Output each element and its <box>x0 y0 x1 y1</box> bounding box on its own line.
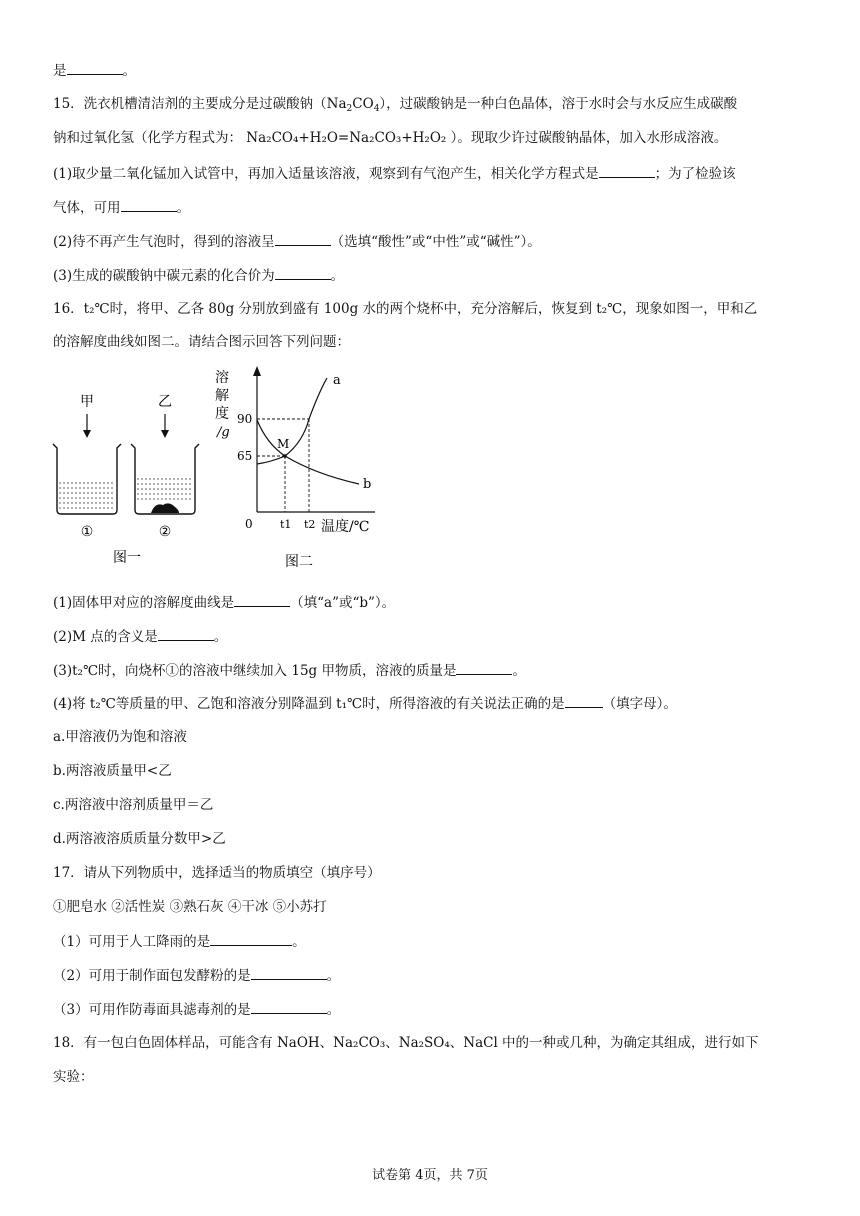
text: （填字母）。 <box>602 696 677 712</box>
beaker-1-arrowhead <box>83 430 91 438</box>
text: （3）可用作防毒面具滤毒剂的是 <box>53 1002 251 1018</box>
text: a.甲溶液仍为饱和溶液 <box>53 729 187 745</box>
beaker-2-label: 乙 <box>158 394 172 410</box>
text: b.两溶液质量甲<乙 <box>53 763 172 779</box>
beaker-2-arrowhead <box>161 430 169 438</box>
curve-b-label: b <box>363 477 372 492</box>
text: (1)取少量二氧化锰加入试管中，再加入适量该溶液，观察到有气泡产生，相关化学方程式是 <box>53 166 599 182</box>
text: 17．请从下列物质中，选择适当的物质填空（填序号） <box>53 865 381 881</box>
text: ），过碳酸钠是一种白色晶体，溶于水时会与水反应生成碳酸 <box>379 96 738 112</box>
question-15-part3 <box>53 265 344 286</box>
text: 的溶解度曲线如图二。请结合图示回答下列问题： <box>53 334 350 350</box>
question-15-line2 <box>53 128 727 148</box>
answer-blank[interactable] <box>251 999 327 1014</box>
curve-a-label: a <box>333 373 341 388</box>
text: 。 <box>326 968 341 984</box>
answer-line-prev <box>53 60 136 81</box>
text: （选填“酸性”或“中性”或“碱性”）。 <box>330 234 541 250</box>
point-m <box>283 454 287 458</box>
figure-1 <box>53 394 199 566</box>
question-16-line1 <box>53 299 757 319</box>
y-axis-label-char: 解 <box>215 388 229 404</box>
question-17-part1 <box>53 931 306 952</box>
text: 。 <box>292 934 306 950</box>
beaker-2-number: ② <box>158 524 172 540</box>
text: (2)待不再产生气泡时，得到的溶液呈 <box>53 234 275 250</box>
text: 。 <box>213 629 228 645</box>
y-axis-arrowhead <box>253 366 261 376</box>
question-17-part3 <box>53 999 340 1020</box>
text: 实验： <box>53 1069 94 1085</box>
text: （填“a”或“b”）。 <box>290 595 396 611</box>
point-m-label: M <box>277 437 290 451</box>
figure-2-caption: 图二 <box>285 554 313 570</box>
question-15-part1 <box>53 163 736 184</box>
beaker-2-undissolved-solid <box>151 503 179 513</box>
answer-blank[interactable] <box>121 197 177 212</box>
subscript: 2 <box>346 104 353 114</box>
text: 。 <box>122 63 136 79</box>
y-tick-90: 90 <box>237 412 253 426</box>
question-15-part1-cont <box>53 197 190 218</box>
answer-blank[interactable] <box>275 265 331 280</box>
curve-b <box>257 420 359 484</box>
option-a <box>53 727 187 747</box>
question-15-part2 <box>53 231 541 252</box>
text: （1）可用于人工降雨的是 <box>53 934 211 950</box>
text: d.两溶液溶质质量分数甲>乙 <box>53 831 226 847</box>
text: 。 <box>176 200 190 216</box>
answer-blank[interactable] <box>456 660 512 675</box>
question-17-items <box>53 897 327 917</box>
beaker-1 <box>53 444 121 514</box>
figure-2 <box>215 366 375 570</box>
answer-blank[interactable] <box>234 592 290 607</box>
question-17 <box>53 863 381 883</box>
beaker-1-label: 甲 <box>80 394 94 410</box>
text: (4)将 t₂℃等质量的甲、乙饱和溶液分别降温到 t₁℃时，所得溶液的有关说法正确的是 <box>53 696 565 712</box>
question-16-part4 <box>53 693 677 714</box>
text: (1)固体甲对应的溶解度曲线是 <box>53 595 235 611</box>
figure-1-caption: 图一 <box>113 550 141 566</box>
subscript: 4 <box>373 104 380 114</box>
text: ①肥皂水 ②活性炭 ③熟石灰 ④干冰 ⑤小苏打 <box>53 899 327 915</box>
text: ；为了检验该 <box>654 166 736 182</box>
curve-a <box>257 378 327 464</box>
x-tick-t1: t1 <box>280 518 292 531</box>
answer-blank[interactable] <box>210 931 292 946</box>
text: 是 <box>53 63 67 79</box>
answer-blank[interactable] <box>565 693 603 708</box>
question-15-line1 <box>53 94 737 114</box>
text: （2）可用于制作面包发酵粉的是 <box>53 968 251 984</box>
answer-blank[interactable] <box>67 60 123 75</box>
answer-blank[interactable] <box>251 965 327 980</box>
question-18-line1 <box>53 1033 759 1053</box>
text: 钠和过氧化氢（化学方程式为： Na₂CO₄+H₂O=Na₂CO₃+H₂O₂ ）。现取少许过碳酸钠晶体，加入水形成溶液。 <box>53 130 728 146</box>
x-tick-t2: t2 <box>304 518 316 531</box>
answer-blank[interactable] <box>158 626 214 641</box>
text: (3)t₂℃时，向烧杯①的溶液中继续加入 15g 甲物质，溶液的质量是 <box>53 663 457 679</box>
question-17-part2 <box>53 965 340 986</box>
beaker-2-solution <box>137 479 193 499</box>
question-16-part3 <box>53 660 526 681</box>
y-axis-label-char: 溶 <box>215 370 229 386</box>
beaker-1-solution <box>59 483 115 508</box>
option-c <box>53 795 213 815</box>
text: c.两溶液中溶剂质量甲＝乙 <box>53 797 214 813</box>
origin-label: 0 <box>245 517 253 531</box>
text: 。 <box>330 268 345 284</box>
y-tick-65: 65 <box>237 449 253 463</box>
figure-group <box>45 362 375 582</box>
text: CO <box>352 96 374 112</box>
text: (3)生成的碳酸钠中碳元素的化合价为 <box>53 268 275 284</box>
option-b <box>53 761 172 781</box>
text: 气体，可用 <box>53 200 121 216</box>
text: 。 <box>512 663 526 679</box>
x-axis-label: 温度/℃ <box>321 519 370 535</box>
text: 15．洗衣机槽清洁剂的主要成分是过碳酸钠（Na <box>53 96 347 112</box>
y-axis-label-char: 度 <box>215 406 229 422</box>
option-d <box>53 829 226 849</box>
text: 18．有一包白色固体样品，可能含有 NaOH、Na₂CO₃、Na₂SO₄、NaCl 中的一种或几种，为确定其组成，进行如下 <box>53 1035 759 1051</box>
text: 。 <box>326 1002 341 1018</box>
page-footer: 试卷第 4页，共 7页 <box>372 1168 488 1183</box>
question-16-line2 <box>53 332 350 352</box>
answer-blank[interactable] <box>599 163 655 178</box>
question-16-part1 <box>53 592 395 613</box>
text: (2)M 点的含义是 <box>53 629 158 645</box>
answer-blank[interactable] <box>275 231 331 246</box>
question-18-line2 <box>53 1067 94 1087</box>
beaker-1-number: ① <box>80 524 94 540</box>
question-16-part2 <box>53 626 227 647</box>
y-axis-label-char: /g <box>217 425 230 440</box>
text: 16．t₂℃时，将甲、乙各 80g 分别放到盛有 100g 水的两个烧杯中，充分溶解后，恢复到 t₂℃，现象如图一，甲和乙 <box>53 301 758 317</box>
